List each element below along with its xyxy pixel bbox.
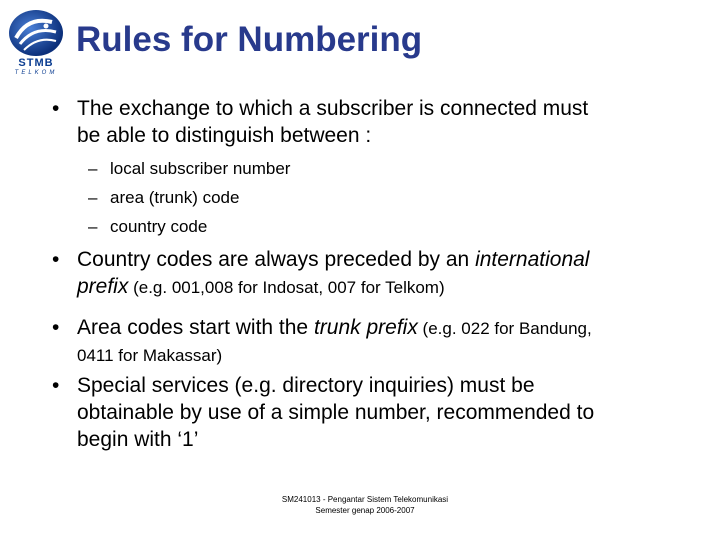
bullet-3-example: (e.g. 022 for Bandung, xyxy=(417,319,592,338)
bullet-2-emphasis: international xyxy=(475,248,590,271)
bullet-4-text xyxy=(77,372,677,453)
logo-swirl-icon xyxy=(6,8,66,58)
bullet-2-line-2 xyxy=(77,273,677,301)
slide-footer xyxy=(220,494,510,516)
bullet-3-text xyxy=(77,314,677,369)
stmb-telkom-logo xyxy=(6,8,66,78)
footer-line-2: Semester genap 2006-2007 xyxy=(315,506,415,515)
bullet-dot: • xyxy=(52,316,60,339)
subitem-3-text: country code xyxy=(110,217,208,236)
bullet-4-line-1: Special services (e.g. directory inquiries) must be xyxy=(77,374,535,397)
bullet-2-emphasis-2: prefix xyxy=(77,275,129,298)
footer-line-1: SM241013 - Pengantar Sistem Telekomunikasi xyxy=(281,495,449,504)
bullet-3-line-2: 0411 for Makassar) xyxy=(77,346,223,365)
subitem-2-text: area (trunk) code xyxy=(110,188,240,207)
bullet-3-line-1 xyxy=(77,314,677,342)
dash-marker: – xyxy=(88,217,98,236)
bullet-1-text xyxy=(77,95,677,149)
bullet-dot: • xyxy=(52,97,60,120)
bullet-4-line-2: obtainable by use of a simple number, recommended to xyxy=(77,401,595,424)
logo-subtext: TELKOM xyxy=(14,70,58,76)
dash-marker: – xyxy=(88,159,98,178)
bullet-1-line-2: be able to distinguish between : xyxy=(77,124,372,147)
logo-text: STMB xyxy=(18,57,54,69)
subitem-1-text: local subscriber number xyxy=(110,159,291,178)
bullet-dot: • xyxy=(52,248,60,271)
bullet-dot: • xyxy=(52,374,60,397)
bullet-2-line-1 xyxy=(77,246,677,273)
bullet-2-example: (e.g. 001,008 for Indosat, 007 for Telkom) xyxy=(128,278,445,297)
bullet-2-text xyxy=(77,246,677,301)
bullet-3-emphasis: trunk prefix xyxy=(313,316,418,339)
slide-title: Rules for Numbering xyxy=(76,20,423,59)
bullet-2-text-a: Country codes are always preceded by an xyxy=(77,248,476,271)
dash-marker: – xyxy=(88,188,98,207)
bullet-4-line-3: begin with ‘1’ xyxy=(77,428,199,451)
bullet-1-line-1: The exchange to which a subscriber is connected must xyxy=(77,97,589,120)
bullet-3-text-a: Area codes start with the xyxy=(77,316,314,339)
